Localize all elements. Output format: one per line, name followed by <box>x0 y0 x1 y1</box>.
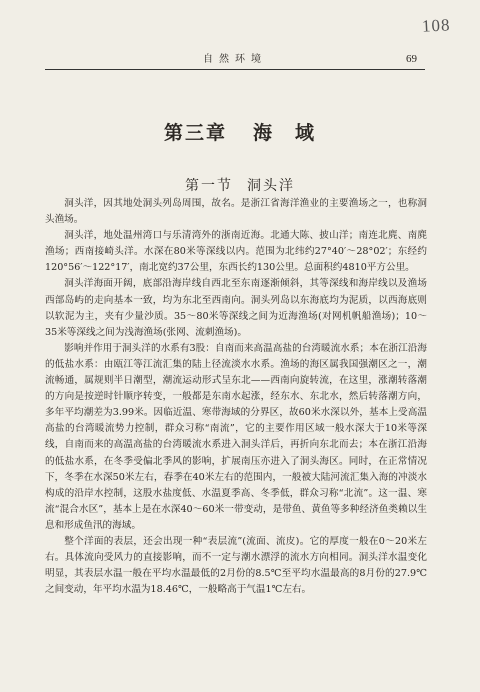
chapter-name: 海 域 <box>253 122 317 144</box>
body-text <box>45 196 427 598</box>
running-header <box>53 53 417 65</box>
section-number: 第一节 <box>185 178 233 194</box>
chapter-title <box>0 118 480 145</box>
paragraph: 影响并作用于洞头洋的水系有3股：自南而来高温高盐的台湾暖流水系；本在浙江沿海的低盐水系：由瓯江等江流汇集的陆上径流淡水水系。渔场的海区属我国强潮区之一，潮流畅通，属规则半日潮型，潮流运动形式呈东北——西南向旋转流，在这里，涨潮转落潮的方向是按逆时针顺序转变，一般都是东南水起涨，经东水、东北水，然后转落潮方向，多年平均潮差为3.99米。因临近温、寒带海域的分界区，故60米水深以外，基本上受高温高盐的台湾暖流势力控制，群众习称“南流”，它的主要作用区域一般水深大于10米等深线，自南而来的高温高盐的台湾暖流水系进入洞头洋后，再折向东北而去；本在浙江沿海的低盐水系，在冬季受偏北季风的影响，扩展南压亦进入了洞头海区。同时，在正常情况下，冬季在水深50米左右，春季在40米左右的范围内，一般被大陆河流汇集入海的冲淡水构成的沿岸水控制，这股水盐度低、水温夏季高、冬季低，群众习称“北流”。这一温、寒流“混合水区”，基本上是在水深40～60米一带变动，是带鱼、黄鱼等多种经济鱼类赖以生息和形成鱼汛的海域。 <box>45 342 427 531</box>
paragraph: 洞头洋，地处温州湾口与乐清湾外的浙南近海。北通大陈、披山洋；南连北麂、南麂渔场；西南接崎头洋。水深在80米等深线以内。范围为北纬约27°40′～28°02′；东经约120°56′～122°17′，南北宽约37公里，东西长约130公里。总面积约4810平方公里。 <box>45 230 427 274</box>
chapter-number: 第三章 <box>163 122 227 144</box>
paragraph: 整个洋面的表层，还会出现一种“表层流”(流面、流皮)。它的厚度一般在0～20米左右。具体流向受风力的直接影响，而不一定与潮水漂浮的流水方向相同。洞头洋水温变化明显，其表层水温一般在平均水温最低的2月份的8.5℃至平均水温最高的8月份的27.9℃之间变动，年平均水温为18.46℃，一般略高于气温1℃左右。 <box>45 535 427 596</box>
handwritten-page-number: 108 <box>420 15 451 36</box>
paragraph: 洞头洋，因其地处洞头列岛周围，故名。是浙江省海洋渔业的主要渔场之一，也称洞头渔场。 <box>45 198 427 226</box>
paragraph: 洞头洋海面开阔，底部沿海岸线自西北至东南逐渐倾斜，其等深线和海岸线以及渔场西部岛屿的走向基本一致，均为东北至西南向。洞头列岛以东海底均为泥质，以西海底则以软泥为主，夹有少量沙质。35～80米等深线之间为近海渔场(对网机帆船渔场)；10～35米等深线之间为浅海渔场(张网、流刺渔场)。 <box>45 278 427 338</box>
page-number: 69 <box>406 53 417 65</box>
running-title: 自然环境 <box>203 54 267 65</box>
section-title <box>0 175 480 195</box>
section-name: 洞头洋 <box>247 178 295 194</box>
header-rule <box>45 69 425 70</box>
